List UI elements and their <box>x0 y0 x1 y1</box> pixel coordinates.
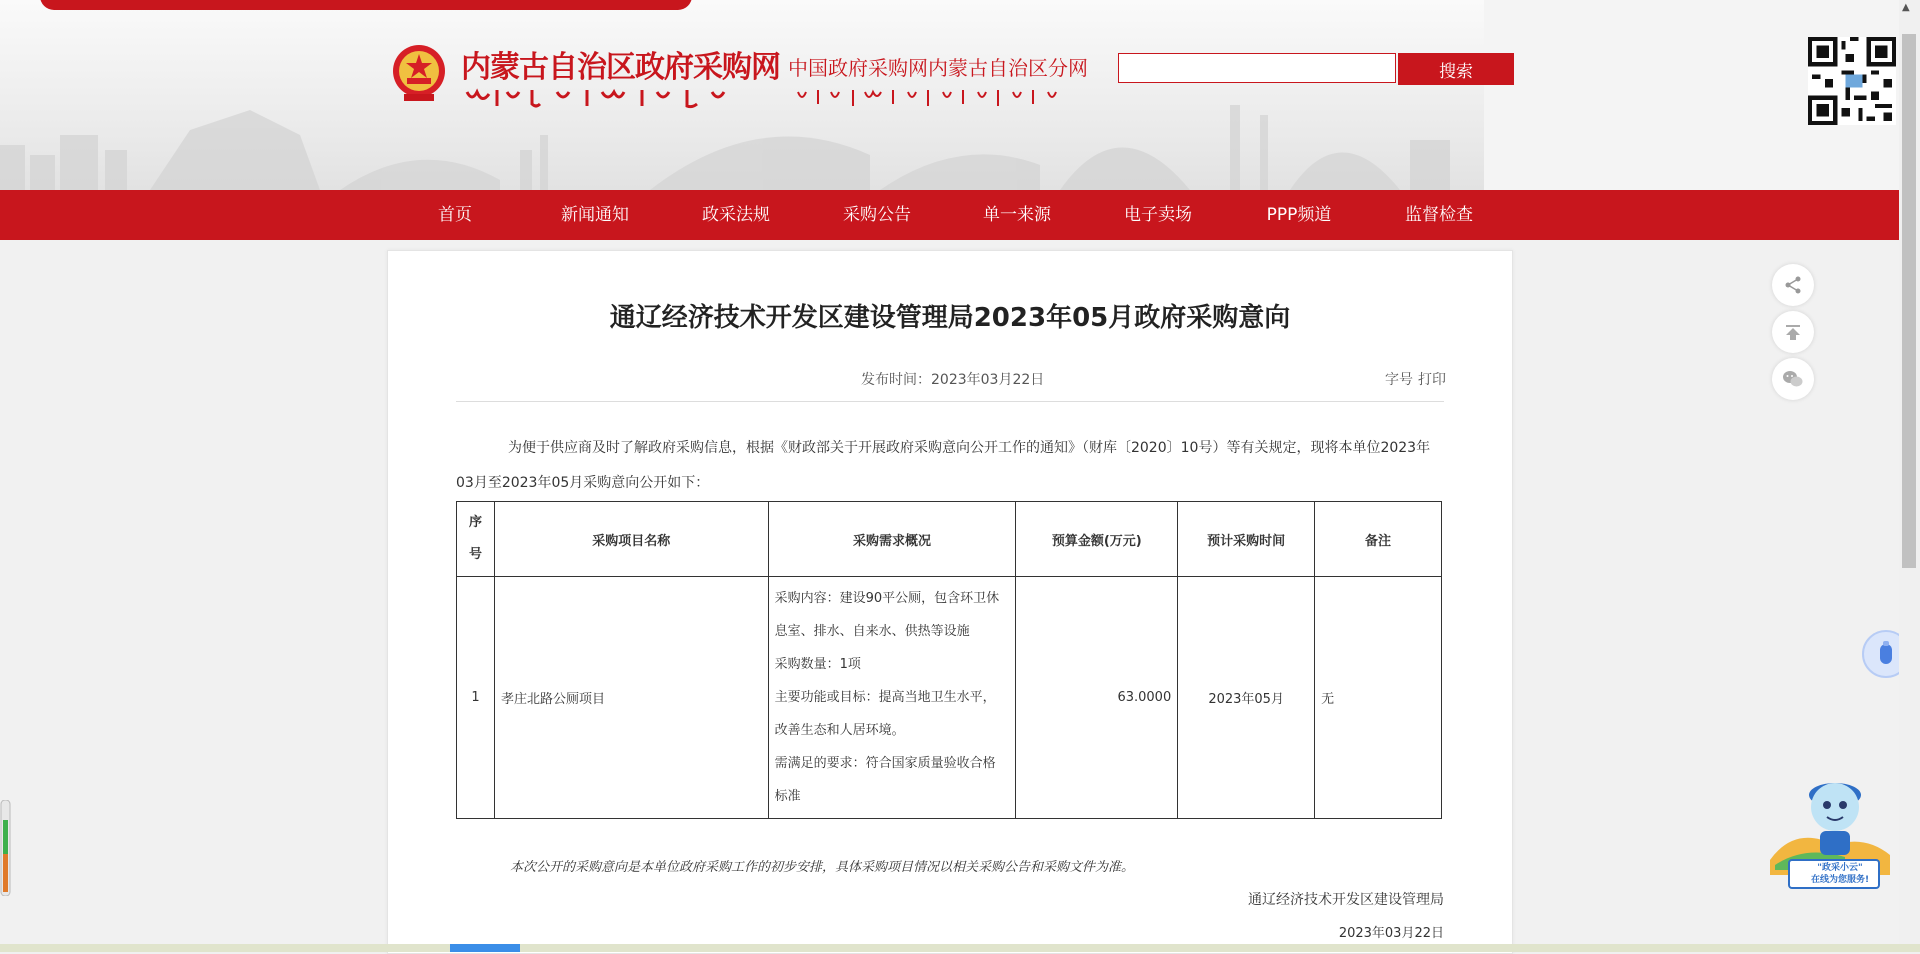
left-gauge-widget <box>0 800 12 896</box>
nav-ppp[interactable]: PPP频道 <box>1266 205 1332 225</box>
table-header-row <box>457 502 1442 577</box>
header-planned-time: 预计采购时间 <box>1178 502 1315 577</box>
publish-label: 发布时间： <box>861 372 931 388</box>
share-icon <box>1783 275 1803 295</box>
table-row <box>457 577 1442 819</box>
scroll-up-arrow-icon[interactable]: ▲ <box>1902 2 1910 13</box>
assistant-label <box>1790 862 1890 886</box>
back-to-top-button[interactable] <box>1772 311 1814 353</box>
scrollbar-thumb[interactable] <box>1902 34 1916 568</box>
national-emblem-icon <box>392 44 446 102</box>
requirement-line: 标准 <box>774 789 801 804</box>
cell-remark: 无 <box>1315 577 1442 819</box>
taskbar <box>0 944 1920 952</box>
site-title[interactable]: 内蒙古自治区政府采购网 <box>461 50 780 85</box>
nav-e-mall[interactable]: 电子卖场 <box>1124 205 1192 225</box>
search-button[interactable]: 搜索 <box>1398 53 1514 85</box>
wechat-icon <box>1782 369 1804 389</box>
procurement-table <box>456 501 1442 819</box>
cell-budget: 63.0000 <box>1016 577 1178 819</box>
header-remark: 备注 <box>1315 502 1442 577</box>
nav-supervision[interactable]: 监督检查 <box>1405 205 1473 225</box>
nav-news[interactable]: 新闻通知 <box>561 205 629 225</box>
nav-procurement-notices[interactable]: 采购公告 <box>843 205 911 225</box>
requirement-line: 采购内容：建设90平公厕，包含环卫休 <box>774 591 1000 606</box>
article-title: 通辽经济技术开发区建设管理局2023年05月政府采购意向 <box>609 303 1291 333</box>
divider <box>456 401 1444 402</box>
requirement-line: 需满足的要求：符合国家质量验收合格 <box>774 756 996 771</box>
assistant-label-line1: "政采小云" <box>1817 863 1863 873</box>
header-project-name: 采购项目名称 <box>494 502 768 577</box>
cell-project-name: 孝庄北路公厕项目 <box>494 577 768 819</box>
nav-regulations[interactable]: 政采法规 <box>702 205 770 225</box>
intro-paragraph: 为便于供应商及时了解政府采购信息，根据《财政部关于开展政府采购意向公开工作的通知》（财库〔2020〕10号）等有关规定，现将本单位2023年03月至2023年05月采购意向公开如下： <box>456 440 1431 491</box>
skyline-illustration <box>0 95 1484 190</box>
cell-requirements <box>768 577 1016 819</box>
share-button[interactable] <box>1772 264 1814 306</box>
site-header <box>0 0 1484 190</box>
mongolian-subtitle-logo <box>793 84 1063 110</box>
header-budget: 预算金额(万元) <box>1016 502 1178 577</box>
mongolian-script-logo <box>462 84 738 110</box>
top-decoration <box>40 0 692 10</box>
font-size-link[interactable]: 字号 <box>1385 372 1413 388</box>
assistant-label-line2: 在线为您服务! <box>1810 875 1870 885</box>
requirement-line: 采购数量：1项 <box>774 657 861 672</box>
back-to-top-icon <box>1783 322 1803 342</box>
taskbar-active-item[interactable] <box>450 944 520 952</box>
search-input[interactable] <box>1118 53 1396 83</box>
print-link[interactable]: 打印 <box>1418 372 1446 388</box>
assistant-icon <box>1876 641 1896 667</box>
header-requirements: 采购需求概况 <box>768 502 1016 577</box>
main-nav <box>0 190 1899 240</box>
nav-single-source[interactable]: 单一来源 <box>983 205 1051 225</box>
requirement-line: 息室、排水、自来水、供热等设施 <box>774 624 970 639</box>
requirement-line: 主要功能或目标：提高当地卫生水平， <box>774 690 996 705</box>
header-index: 序号 <box>457 502 495 577</box>
publish-date: 2023年03月22日 <box>931 372 1045 388</box>
disclaimer-note: 本次公开的采购意向是本单位政府采购工作的初步安排，具体采购项目情况以相关采购公告和采购文件为准。 <box>510 860 1135 875</box>
qr-code-icon <box>1808 37 1896 125</box>
site-subtitle: 中国政府采购网内蒙古自治区分网 <box>788 56 1088 80</box>
cell-index: 1 <box>457 577 495 819</box>
requirement-line: 改善生态和人居环境。 <box>774 723 905 738</box>
article-panel <box>387 250 1513 954</box>
sign-date: 2023年03月22日 <box>1338 926 1444 941</box>
cell-planned-time: 2023年05月 <box>1178 577 1315 819</box>
nav-home[interactable]: 首页 <box>438 205 472 225</box>
wechat-button[interactable] <box>1772 358 1814 400</box>
issuing-organization: 通辽经济技术开发区建设管理局 <box>1248 892 1444 908</box>
